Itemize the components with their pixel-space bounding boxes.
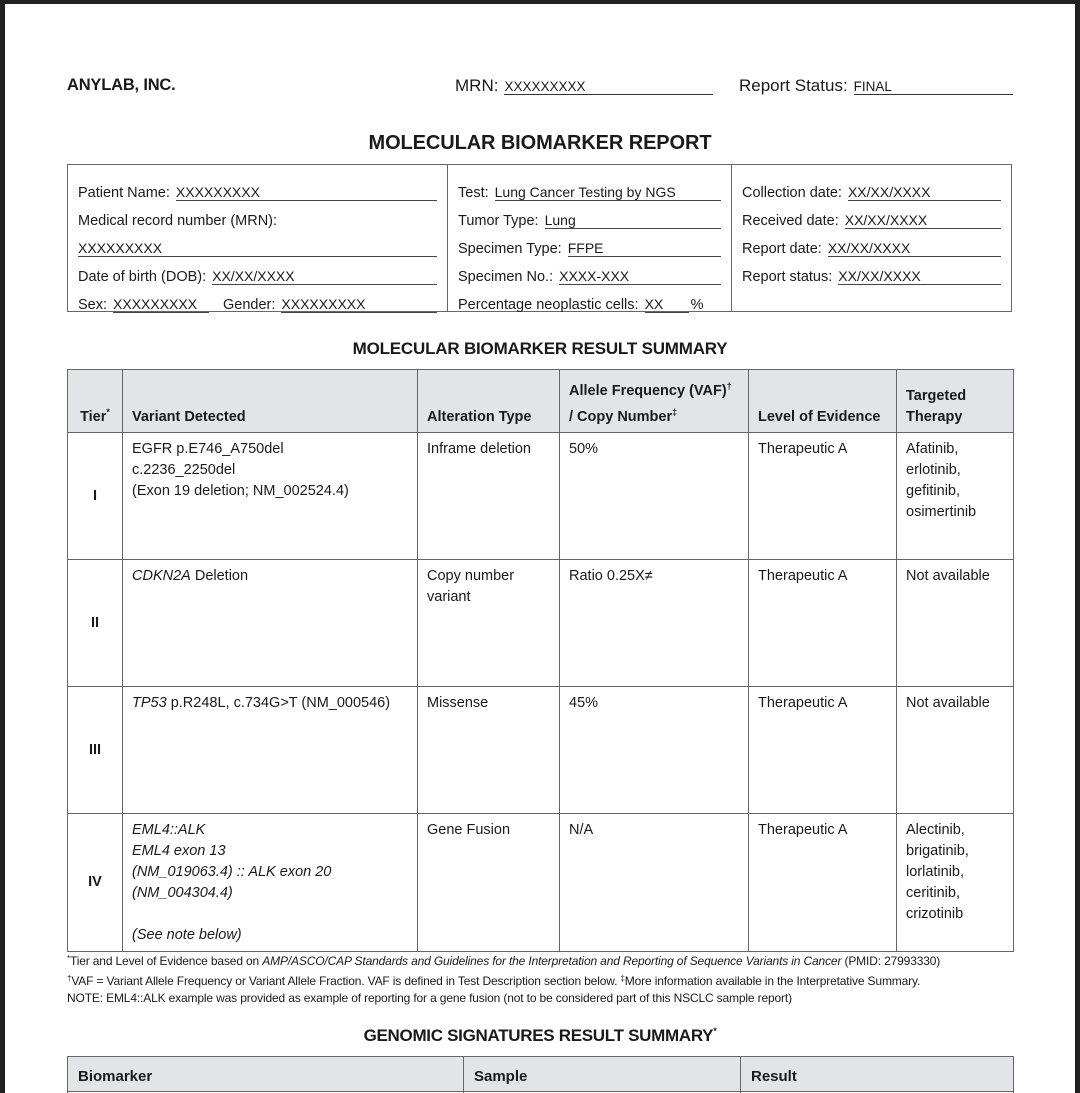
therapy-cell: Alectinib, brigatinib, lorlatinib, ceritinib, crizotinib xyxy=(897,814,1014,952)
patient-info-box xyxy=(67,164,1012,312)
test-value: Lung Cancer Testing by NGS xyxy=(495,184,721,201)
footnotes xyxy=(67,950,1017,1007)
col-header-biomarker: Biomarker xyxy=(68,1057,464,1092)
therapy-cell: Not available xyxy=(897,560,1014,687)
company-name: ANYLAB, INC. xyxy=(67,76,176,94)
col-header-result: Result xyxy=(741,1057,1014,1092)
report-date-label: Report date: xyxy=(742,241,822,257)
sex-value: XXXXXXXXX xyxy=(113,296,209,313)
header-report-status-value: FINAL xyxy=(854,80,1013,95)
tumor-type-value: Lung xyxy=(545,212,721,229)
report-status-value: XX/XX/XXXX xyxy=(838,268,1001,285)
result-summary-title: MOLECULAR BIOMARKER RESULT SUMMARY xyxy=(352,339,728,358)
col-header-sample: Sample xyxy=(464,1057,741,1092)
mrn-value: XXXXXXXXX xyxy=(78,240,437,257)
variant-cell: CDKN2A Deletion xyxy=(123,560,418,687)
collection-date-value: XX/XX/XXXX xyxy=(848,184,1001,201)
tier-cell: I xyxy=(68,433,123,560)
tumor-type-row xyxy=(458,201,721,229)
table-row xyxy=(68,687,1014,814)
col-header-alteration: Alteration Type xyxy=(418,370,560,433)
report-page xyxy=(5,4,1075,1093)
therapy-cell: Not available xyxy=(897,687,1014,814)
sex-gender-row xyxy=(78,285,437,313)
alteration-cell: Copy number variant xyxy=(418,560,560,687)
col-header-evidence: Level of Evidence xyxy=(749,370,897,433)
received-date-label: Received date: xyxy=(742,213,839,229)
col-header-tier: Tier* xyxy=(68,370,123,433)
patient-column xyxy=(68,165,447,311)
variant-cell: EML4::ALK EML4 exon 13 (NM_019063.4) :: ALK exon 20 (NM_004304.4) (See note below) xyxy=(123,814,418,952)
alteration-cell: Missense xyxy=(418,687,560,814)
dob-row xyxy=(78,257,437,285)
genomic-signatures-table xyxy=(67,1056,1014,1093)
vaf-cell: Ratio 0.25X≠ xyxy=(560,560,749,687)
gender-label: Gender: xyxy=(223,297,276,313)
variant-cell: TP53 p.R248L, c.734G>T (NM_000546) xyxy=(123,687,418,814)
col-header-therapy: Targeted Therapy xyxy=(897,370,1014,433)
variant-cell: EGFR p.E746_A750del c.2236_2250del (Exon 19 deletion; NM_002524.4) xyxy=(123,433,418,560)
dob-value: XX/XX/XXXX xyxy=(212,268,437,285)
vaf-cell: 45% xyxy=(560,687,749,814)
neoplastic-row xyxy=(458,285,721,313)
neoplastic-value: XX xyxy=(645,296,689,313)
test-label: Test: xyxy=(458,185,489,201)
footnote-tier: *Tier and Level of Evidence based on AMP/ASCO/CAP Standards and Guidelines for the Interpretation and Reporting of Sequence Variants in Cancer (PMID: 27993330) xyxy=(67,954,941,968)
collection-date-label: Collection date: xyxy=(742,185,842,201)
table-row xyxy=(68,814,1014,952)
footnote-vaf: †VAF = Variant Allele Frequency or Variant Allele Fraction. VAF is defined in Test Description section below. ‡More information available in the Interpretative Summary. xyxy=(67,974,921,988)
specimen-no-row xyxy=(458,257,721,285)
header-mrn xyxy=(455,76,713,96)
patient-name-row xyxy=(78,173,437,201)
specimen-no-label: Specimen No.: xyxy=(458,269,554,285)
report-status-label: Report status: xyxy=(742,269,833,285)
patient-name-label: Patient Name: xyxy=(78,185,170,201)
report-date-row xyxy=(742,229,1001,257)
table-row xyxy=(68,433,1014,560)
specimen-type-label: Specimen Type: xyxy=(458,241,562,257)
evidence-cell: Therapeutic A xyxy=(749,433,897,560)
received-date-row xyxy=(742,201,1001,229)
test-column xyxy=(447,165,731,311)
col-header-variant: Variant Detected xyxy=(123,370,418,433)
report-status-row xyxy=(742,257,1001,285)
mrn-label: Medical record number (MRN): xyxy=(78,213,278,229)
collection-date-row xyxy=(742,173,1001,201)
evidence-cell: Therapeutic A xyxy=(749,687,897,814)
evidence-cell: Therapeutic A xyxy=(749,814,897,952)
dob-label: Date of birth (DOB): xyxy=(78,269,207,285)
genomic-signatures-title: GENOMIC SIGNATURES RESULT SUMMARY* xyxy=(363,1026,717,1045)
specimen-type-row xyxy=(458,229,721,257)
received-date-value: XX/XX/XXXX xyxy=(845,212,1001,229)
header-report-status xyxy=(739,76,1013,96)
vaf-cell: N/A xyxy=(560,814,749,952)
result-summary-table xyxy=(67,369,1014,952)
header-mrn-label: MRN: xyxy=(455,76,499,95)
evidence-cell: Therapeutic A xyxy=(749,560,897,687)
test-row xyxy=(458,173,721,201)
neoplastic-unit: % xyxy=(690,297,704,313)
mrn-label-row xyxy=(78,201,437,229)
footnote-note: NOTE: EML4::ALK example was provided as example of reporting for a gene fusion (not to be considered part of this NSCLC sample report) xyxy=(67,991,792,1005)
tier-cell: II xyxy=(68,560,123,687)
report-date-value: XX/XX/XXXX xyxy=(828,240,1001,257)
specimen-no-value: XXXX-XXX xyxy=(559,268,721,285)
sex-label: Sex: xyxy=(78,297,108,313)
tumor-type-label: Tumor Type: xyxy=(458,213,539,229)
gender-value: XXXXXXXXX xyxy=(281,296,437,313)
table-header-row xyxy=(68,370,1014,433)
col-header-vaf: Allele Frequency (VAF)† / Copy Number‡ xyxy=(560,370,749,433)
alteration-cell: Gene Fusion xyxy=(418,814,560,952)
tier-cell: IV xyxy=(68,814,123,952)
tier-cell: III xyxy=(68,687,123,814)
header-report-status-label: Report Status: xyxy=(739,76,848,95)
table-header-row xyxy=(68,1057,1014,1092)
vaf-cell: 50% xyxy=(560,433,749,560)
header-mrn-value: XXXXXXXXX xyxy=(504,80,713,95)
therapy-cell: Afatinib, erlotinib, gefitinib, osimertinib xyxy=(897,433,1014,560)
neoplastic-label: Percentage neoplastic cells: xyxy=(458,297,639,313)
alteration-cell: Inframe deletion xyxy=(418,433,560,560)
report-title: MOLECULAR BIOMARKER REPORT xyxy=(368,132,712,154)
dates-column xyxy=(731,165,1011,311)
specimen-type-value: FFPE xyxy=(568,240,721,257)
mrn-value-row xyxy=(78,229,437,257)
table-row xyxy=(68,560,1014,687)
patient-name-value: XXXXXXXXX xyxy=(176,184,437,201)
